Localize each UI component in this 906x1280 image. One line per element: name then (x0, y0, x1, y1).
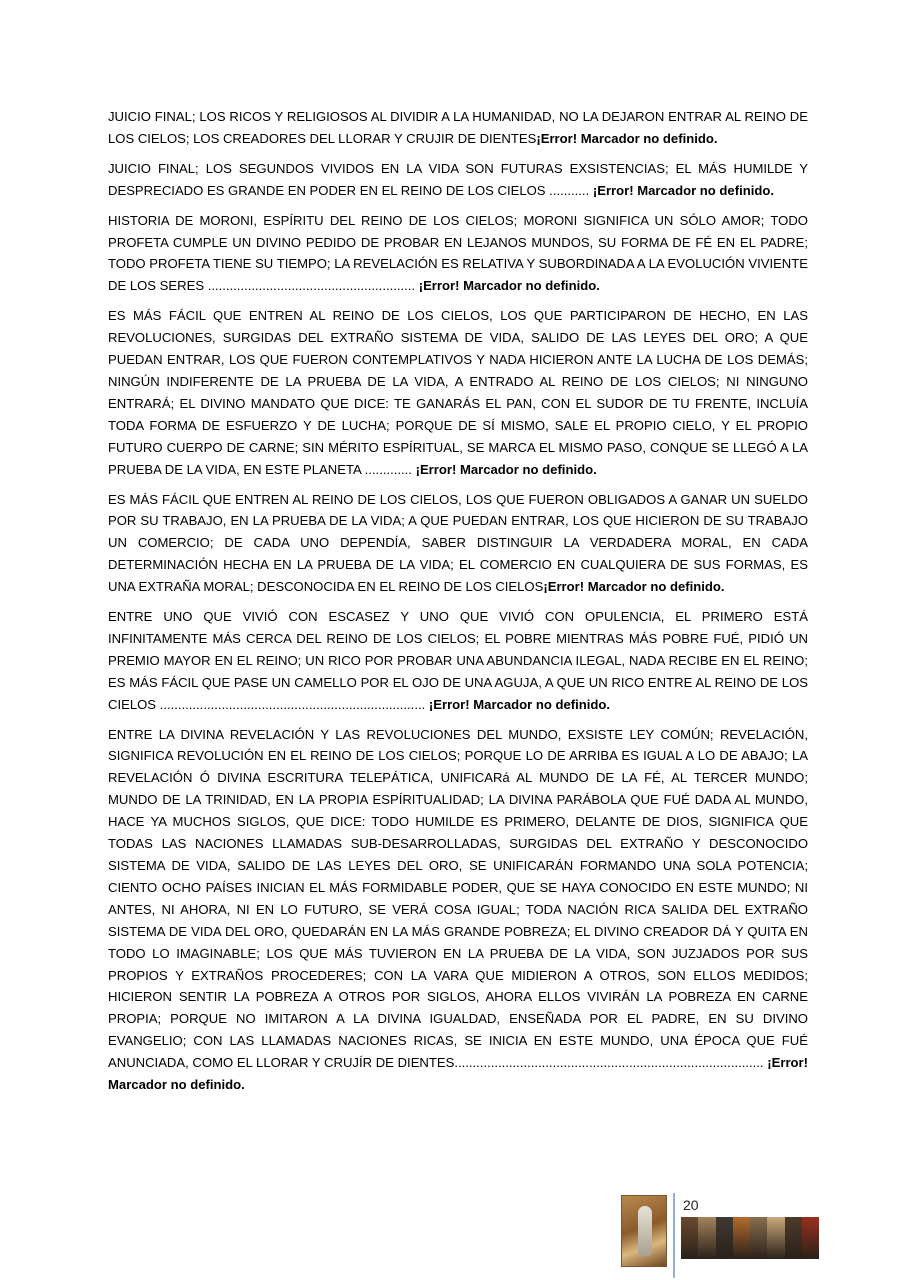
toc-entry-leader: ......................................................................... (156, 696, 429, 712)
footer-figure-image (621, 1195, 667, 1267)
footer-divider (673, 1193, 675, 1278)
toc-entry-error: ¡Error! Marcador no definido. (428, 696, 611, 712)
toc-entry[interactable] (108, 158, 808, 202)
toc-entry-leader: ......................................................... (204, 278, 419, 294)
toc-entry-leader: ..................................................................................... (454, 1055, 768, 1071)
toc-entry-error: ¡Error! Marcador no definido. (418, 278, 600, 294)
footer-image-strip (681, 1217, 819, 1259)
toc-entry-leader: ........... (545, 182, 593, 198)
toc-entry-text: JUICIO FINAL; LOS RICOS Y RELIGIOSOS AL DIVIDIR A LA HUMANIDAD, NO LA DEJARON ENTRAR AL REINO DE LOS CIELOS; LOS CREADORES DEL LLORAR Y CRUJIR DE DIENTES (108, 109, 808, 146)
toc-entry[interactable] (108, 489, 808, 599)
figure-silhouette (638, 1206, 652, 1256)
footer-tile (785, 1217, 802, 1259)
toc-entry-leader: ............. (361, 461, 416, 477)
footer-tile (767, 1217, 784, 1259)
toc-entry[interactable] (108, 606, 808, 716)
toc-entry-text: JUICIO FINAL; LOS SEGUNDOS VIVIDOS EN LA VIDA SON FUTURAS EXSISTENCIAS; EL MÁS HUMILDE Y DESPRECIADO ES GRANDE EN PODER EN EL REINO DE LOS CIELOS (108, 160, 808, 198)
footer-tile (681, 1217, 698, 1259)
footer-tile (750, 1217, 767, 1259)
toc-list (108, 106, 808, 1104)
toc-entry-error: ¡Error! Marcador no definido. (108, 1055, 808, 1093)
toc-entry-error: ¡Error! Marcador no definido. (415, 461, 597, 477)
toc-entry-error: ¡Error! Marcador no definido. (536, 130, 718, 146)
toc-entry-text: ES MÁS FÁCIL QUE ENTREN AL REINO DE LOS CIELOS, LOS QUE FUERON OBLIGADOS A GANAR UN SUELDO POR SU TRABAJO, EN LA PRUEBA DE LA VIDA; A QUE PUEDAN ENTRAR, LOS QUE HICIERON DE SU TRABAJO UN COMERCIO; DE CADA UNO DEPENDÍA, SABER DISTINGUIR LA VERDADERA MORAL, EN CADA DETERMINACIÓN HECHA EN LA PRUEBA DE LA VIDA; EL COMERCIO EN CUALQUIERA DE SUS FORMAS, ES UNA EXTRAÑA MORAL; DESCONOCIDA EN EL REINO DE LOS CIELOS (108, 491, 808, 595)
footer-tile (698, 1217, 715, 1259)
toc-entry[interactable] (108, 724, 808, 1096)
footer-tile (802, 1217, 819, 1259)
toc-entry-error: ¡Error! Marcador no definido. (592, 182, 774, 198)
toc-entry[interactable] (108, 106, 808, 150)
footer-tile (716, 1217, 733, 1259)
toc-entry-text: ENTRE LA DIVINA REVELACIÓN Y LAS REVOLUCIONES DEL MUNDO, EXSISTE LEY COMÚN; REVELACIÓN, SIGNIFICA REVOLUCIÓN EN EL REINO DE LOS CIELOS; PORQUE LO DE ARRIBA ES IGUAL A LO DE ABAJO; LA REVELACIÓN Ó DIVINA ESCRITURA TELEPÁTICA, UNIFICARá AL MUNDO DE LA FÉ, AL TERCER MUNDO; MUNDO DE LA TRINIDAD, EN LA PROPIA ESPÍRITUALIDAD; LA DIVINA PARÁBOLA QUE FUÉ DADA AL MUNDO, HACE YA MUCHOS SIGLOS, QUE DICE: TODO HUMILDE ES PRIMERO, DELANTE DE DIOS, SIGNIFICA QUE TODAS LAS NACIONES LLAMADAS SUB-DESARROLLADAS, SURGIDAS DEL EXTRAÑO Y DESCONOCIDO SISTEMA DE VIDA, SALIDO DE LAS LEYES DEL ORO, SE UNIFICARÁN FORMANDO UNA SOLA POTENCIA; CIENTO OCHO PAÍSES INICIAN EL MÁS FORMIDABLE PODER, QUE SE HAYA CONOCIDO EN ESTE MUNDO; NI ANTES, NI AHORA, NI EN LO FUTURO, SE VERÁ COSA IGUAL; TODA NACIÓN RICA SALIDA DEL EXTRAÑO SISTEMA DE VIDA DEL ORO, QUEDARÁN EN LA MÁS GRANDE POBREZA; EL DIVINO CREADOR DÁ Y QUITA EN TODO LO IMAGINABLE; LOS QUE MÁS TUVIERON EN LA PRUEBA DE LA VIDA, SON JUZJADOS POR SUS PROPIOS Y EXTRAÑOS PROCEDERES; CON LA VARA QUE MIDIERON A OTROS, SON ELLOS MEDIDOS; HICIERON SENTIR LA POBREZA A OTROS POR SIGLOS, AHORA ELLOS VIVIRÁN LA POBREZA EN CARNE PROPIA; PORQUE NO IMITARON A LA DIVINA IGUALDAD, ENSEÑADA POR EL PADRE, EN SU DIVINO EVANGELIO; CON LAS LLAMADAS NACIONES RICAS, SE INICIA EN ESTE MUNDO, UNA ÉPOCA QUE FUÉ ANUNCIADA, COMO EL LLORAR Y CRUJÍR DE DIENTES (108, 726, 808, 1071)
toc-entry[interactable] (108, 305, 808, 480)
toc-entry-text: ES MÁS FÁCIL QUE ENTREN AL REINO DE LOS CIELOS, LOS QUE PARTICIPARON DE HECHO, EN LAS REVOLUCIONES, SURGIDAS DEL EXTRAÑO SISTEMA DE VIDA, SALIDO DE LAS LEYES DEL ORO; A QUE PUEDAN ENTRAR, LOS QUE FUERON CONTEMPLATIVOS Y NADA HICIERON ANTE LA LUCHA DE LOS DEMÁS; NINGÚN INDIFERENTE DE LA PRUEBA DE LA VIDA, A ENTRADO AL REINO DE LOS CIELOS; NI NINGUNO ENTRARÁ; EL DIVINO MANDATO QUE DICE: TE GANARÁS EL PAN, CON EL SUDOR DE TU FRENTE, INCLUÍA TODA FORMA DE ESFUERZO Y DE LUCHA; PORQUE DE SÍ MISMO, SALE EL PROPIO CIELO, Y EL PROPIO FUTURO CUERPO DE CARNE; SIN MÉRITO ESPÍRITUAL, SE MARCA EL MISMO PASO, CONQUE SE LLEGÓ A LA PRUEBA DE LA VIDA, EN ESTE PLANETA (108, 308, 808, 477)
page-number: 20 (683, 1197, 699, 1213)
toc-entry-text: ENTRE UNO QUE VIVIÓ CON ESCASEZ Y UNO QUE VIVIÓ CON OPULENCIA, EL PRIMERO ESTÁ INFINITAMENTE MÁS CERCA DEL REINO DE LOS CIELOS; EL POBRE MIENTRAS MÁS POBRE FUÉ, PIDIÓ UN PREMIO MAYOR EN EL REINO; UN RICO POR PROBAR UNA ABUNDANCIA ILEGAL, NADA RECIBE EN EL REINO; ES MÁS FÁCIL QUE PASE UN CAMELLO POR EL OJO DE UNA AGUJA, A QUE UN RICO ENTRE AL REINO DE LOS CIELOS (108, 609, 808, 712)
footer-tile (733, 1217, 750, 1259)
toc-entry-error: ¡Error! Marcador no definido. (543, 579, 725, 595)
toc-entry[interactable] (108, 210, 808, 298)
toc-entry-text: HISTORIA DE MORONI, ESPÍRITU DEL REINO DE LOS CIELOS; MORONI SIGNIFICA UN SÓLO AMOR; TODO PROFETA CUMPLE UN DIVINO PEDIDO DE PROBAR EN LEJANOS MUNDOS, SU FORMA DE FÉ EN EL PADRE; TODO PROFETA TIENE SU TIEMPO; LA REVELACIÓN ES RELATIVA Y SUBORDINADA A LA EVOLUCIÓN VIVIENTE DE LOS SERES (108, 212, 808, 294)
